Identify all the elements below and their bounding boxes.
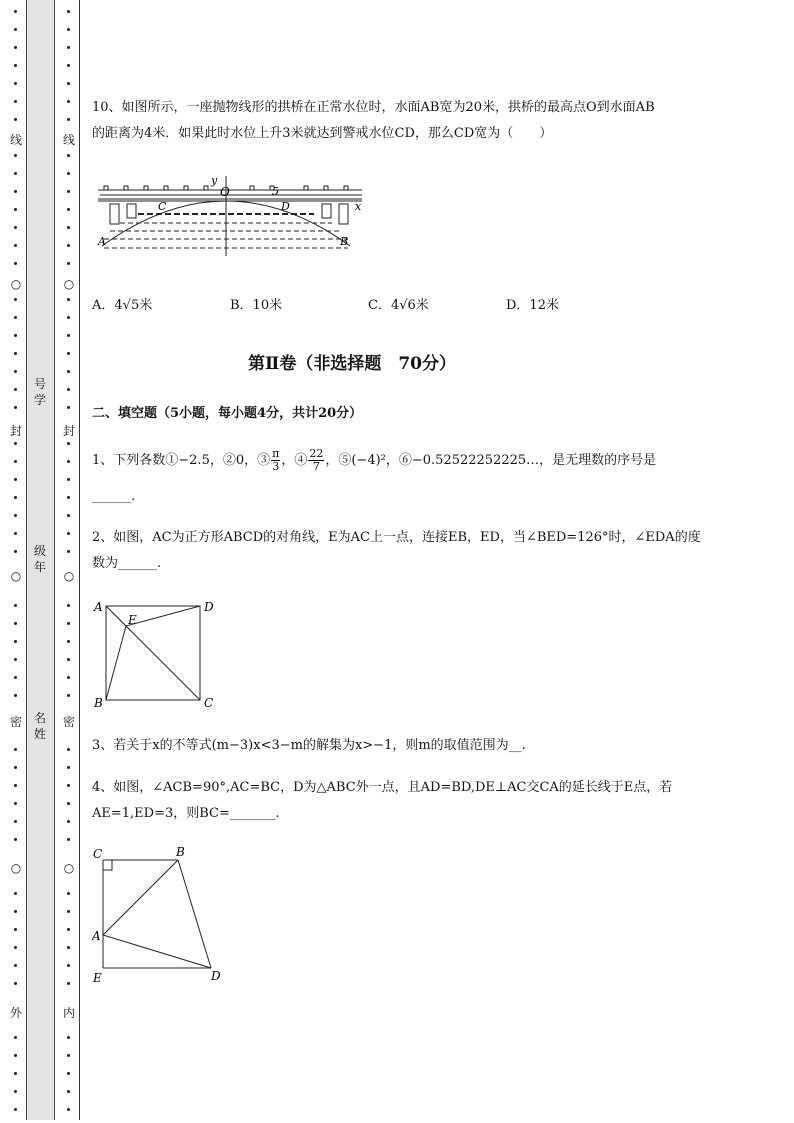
seal-char-feng: 封 — [62, 424, 75, 438]
point-a-label: A — [94, 600, 103, 614]
fraction-pi-over-3 — [271, 448, 280, 473]
seal-dot — [14, 964, 17, 967]
seal-dot — [14, 226, 17, 229]
seal-dot — [67, 622, 70, 625]
seal-dot — [67, 532, 70, 535]
seal-dot — [67, 262, 70, 265]
seal-dot — [67, 1054, 70, 1057]
seal-dot — [67, 316, 70, 319]
section-subtitle: 二、填空题（5小题，每小题4分，共计20分） — [92, 406, 363, 421]
seal-dot — [14, 262, 17, 265]
seal-dot — [14, 1090, 17, 1093]
seal-dot — [67, 244, 70, 247]
seal-dot — [67, 478, 70, 481]
seal-dot — [14, 1036, 17, 1039]
seal-dot — [14, 208, 17, 211]
seal-dot — [67, 514, 70, 517]
seal-dot — [67, 352, 70, 355]
seal-dot — [14, 892, 17, 895]
seal-dot — [14, 532, 17, 535]
seal-char-mi: 密 — [62, 715, 75, 729]
q10-line1: 10、如图所示，一座抛物线形的拱桥在正常水位时，水面AB宽为20米，拱桥的最高点O到水面AB — [92, 100, 655, 115]
seal-dot — [67, 1072, 70, 1075]
seal-dot — [67, 892, 70, 895]
seal-dot — [67, 1108, 70, 1111]
seal-dot — [14, 514, 17, 517]
seal-dot — [14, 316, 17, 319]
point-b-label: B — [94, 696, 103, 710]
seal-dot — [67, 334, 70, 337]
seal-dot — [67, 64, 70, 67]
seal-dot — [67, 910, 70, 913]
seal-circle: ○ — [61, 569, 77, 583]
fill1-text-c: ，⑤(−4)²，⑥−0.52522252225…，是无理数的序号是 — [325, 453, 657, 468]
seal-char-mi: 密 — [9, 715, 22, 729]
seal-dot — [14, 460, 17, 463]
point-c-label: C — [204, 696, 214, 710]
point-a-label: A — [92, 929, 101, 943]
seal-dot — [67, 982, 70, 985]
seal-dot — [14, 766, 17, 769]
seal-dot — [67, 442, 70, 445]
fraction-22-over-7 — [308, 448, 324, 473]
seal-dot — [67, 100, 70, 103]
seal-dot — [67, 784, 70, 787]
grade-label: 级 年 — [33, 544, 46, 574]
option-a: A．4√5米 — [92, 298, 153, 313]
seal-dot — [67, 820, 70, 823]
seal-dot — [67, 82, 70, 85]
seal-dot — [14, 928, 17, 931]
seal-dot — [14, 910, 17, 913]
seal-dot — [67, 172, 70, 175]
seal-dot — [67, 1090, 70, 1093]
fill2-line1: 2、如图，AC为正方形ABCD的对角线，E为AC上一点，连接EB，ED，当∠BED=126°时，∠EDA的度 — [92, 530, 701, 545]
seal-dot — [14, 640, 17, 643]
seal-dot — [14, 190, 17, 193]
seal-dot — [67, 1036, 70, 1039]
seal-dot — [67, 118, 70, 121]
seal-circle: ○ — [8, 277, 24, 291]
binding-line-right — [79, 0, 80, 1120]
seal-dot — [67, 298, 70, 301]
seal-dot — [67, 460, 70, 463]
seal-dot — [67, 208, 70, 211]
fraction-numerator: π — [272, 447, 280, 460]
seal-dot — [14, 64, 17, 67]
seal-dot — [14, 100, 17, 103]
axis-y-label: y — [211, 174, 218, 187]
seal-dot — [67, 802, 70, 805]
seal-dot — [14, 10, 17, 13]
seal-dot — [67, 550, 70, 553]
student-number-label: 号 学 — [33, 377, 46, 407]
seal-dot — [14, 388, 17, 391]
seal-dot — [14, 838, 17, 841]
fill1-line1 — [92, 448, 656, 474]
seal-dot — [67, 604, 70, 607]
seal-char-wai: 外 — [9, 1006, 22, 1020]
bridge-figure — [96, 168, 376, 260]
seal-dot — [14, 820, 17, 823]
point-c-label: C — [158, 200, 167, 213]
fraction-numerator: 22 — [309, 447, 324, 460]
name-label: 名 姓 — [33, 711, 46, 741]
fill2-line2: 数为______. — [92, 556, 162, 571]
seal-dot — [14, 748, 17, 751]
seal-dot — [67, 226, 70, 229]
seal-dot — [67, 154, 70, 157]
seal-dot — [67, 838, 70, 841]
seal-dot — [14, 1054, 17, 1057]
seal-dot — [67, 640, 70, 643]
seal-dot — [14, 1108, 17, 1111]
seal-dot — [67, 190, 70, 193]
seal-dot — [14, 244, 17, 247]
seal-dot — [14, 442, 17, 445]
seal-dot — [14, 658, 17, 661]
seal-dot — [67, 496, 70, 499]
point-d-label: D — [204, 600, 214, 614]
square-figure — [92, 596, 222, 712]
seal-dot — [14, 154, 17, 157]
seal-dot — [14, 982, 17, 985]
seal-dot — [14, 802, 17, 805]
seal-dot — [14, 298, 17, 301]
option-c: C．4√6米 — [368, 298, 429, 313]
fill1-line2: ______. — [92, 489, 136, 504]
seal-dot — [67, 406, 70, 409]
fill4-line1: 4、如图，∠ACB=90°,AC=BC，D为△ABC外一点，且AD=BD,DE⊥AC交CA的延长线于E点，若 — [92, 780, 673, 795]
seal-dot — [14, 784, 17, 787]
option-d: D．12米 — [506, 298, 559, 313]
seal-dot — [14, 946, 17, 949]
seal-dot — [67, 766, 70, 769]
seal-char-feng: 封 — [9, 424, 22, 438]
seal-dot — [67, 946, 70, 949]
seal-dot — [67, 46, 70, 49]
seal-circle: ○ — [8, 861, 24, 875]
seal-dot — [14, 550, 17, 553]
point-d-label: D — [211, 969, 221, 983]
fill3-line1: 3、若关于x的不等式(m−3)x<3−m的解集为x>−1，则m的取值范围为__. — [92, 738, 526, 753]
q10-line2: 的距离为4米．如果此时水位上升3米就达到警戒水位CD，那么CD宽为（ ） — [92, 126, 553, 141]
seal-dot — [14, 1072, 17, 1075]
fraction-denominator: 7 — [312, 460, 320, 473]
seal-dot — [14, 352, 17, 355]
seal-dot — [14, 478, 17, 481]
fill1-text-b: ，④ — [281, 453, 308, 468]
seal-dot — [14, 622, 17, 625]
seal-dot — [14, 172, 17, 175]
point-a-label: A — [98, 235, 106, 248]
seal-dot — [14, 496, 17, 499]
seal-char-xian: 线 — [62, 133, 75, 147]
section-title: 第Ⅱ卷（非选择题 70分） — [248, 354, 456, 374]
seal-dot — [14, 604, 17, 607]
seal-circle: ○ — [8, 569, 24, 583]
seal-dot — [14, 406, 17, 409]
seal-dot — [67, 10, 70, 13]
point-d-label: D — [281, 200, 290, 213]
seal-dot — [67, 748, 70, 751]
point-e-label: E — [128, 613, 137, 627]
seal-dot — [67, 928, 70, 931]
fill1-text-a: 1、下列各数①−2.5，②0，③ — [92, 453, 271, 468]
seal-dot — [14, 28, 17, 31]
seal-dot — [14, 694, 17, 697]
axis-x-label: x — [355, 200, 362, 213]
seal-dot — [14, 46, 17, 49]
point-b-label: B — [340, 235, 349, 248]
seal-dot — [14, 370, 17, 373]
seal-dot — [67, 964, 70, 967]
seal-circle: ○ — [61, 861, 77, 875]
seal-dot — [67, 694, 70, 697]
seal-circle: ○ — [61, 277, 77, 291]
point-c-label: C — [93, 847, 103, 861]
triangle-figure — [92, 844, 232, 986]
fraction-denominator: 3 — [272, 460, 280, 473]
fill4-line2: AE=1,ED=3，则BC=_______. — [92, 806, 280, 821]
seal-dot — [14, 676, 17, 679]
seal-dot — [67, 388, 70, 391]
seal-dot — [14, 118, 17, 121]
option-b: B．10米 — [230, 298, 283, 313]
seal-dot — [67, 676, 70, 679]
seal-dot — [14, 334, 17, 337]
seal-char-nei: 内 — [62, 1006, 75, 1020]
seal-dot — [67, 28, 70, 31]
seal-dot — [14, 82, 17, 85]
scale-label-5: 5 — [272, 185, 279, 198]
point-b-label: B — [176, 845, 185, 859]
seal-dot — [67, 370, 70, 373]
origin-label: O — [220, 185, 230, 199]
seal-dot — [67, 658, 70, 661]
seal-char-xian: 线 — [9, 133, 22, 147]
point-e-label: E — [93, 971, 102, 985]
